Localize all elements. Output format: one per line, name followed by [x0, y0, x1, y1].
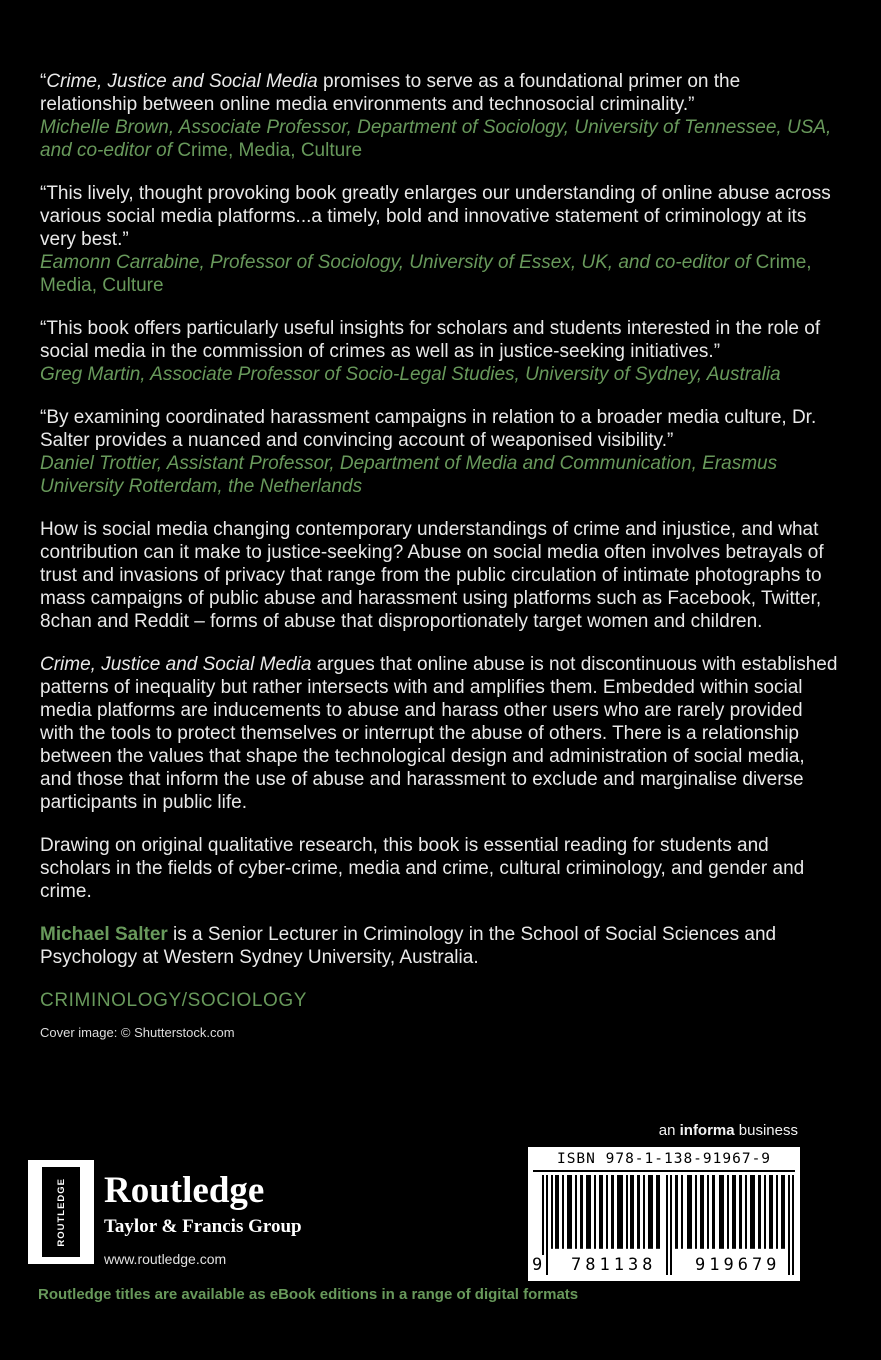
- quote-body-text: “This lively, thought provoking book greatly enlarges our understanding of online abuse across various social media platforms...a timely, bold and innovative statement of criminology at its very best.”: [40, 183, 831, 250]
- isbn-label: ISBN 978-1-138-91967-9: [533, 1147, 795, 1172]
- quote-open-mark: “: [40, 71, 47, 92]
- paragraph-text: argues that online abuse is not discontinuous with established patterns of inequality but rather intersects with and amplifies them. Embedded within social media platforms are inducements to abuse and harass other users who are rarely provided with the tools to protect themselves or interrupt the abuse of others. There is a relationship between the values that shape the technological design and administration of social media, and those that inform the use of abuse and harassment to exclude and marginalise diverse participants in public life.: [40, 654, 838, 813]
- routledge-vertical-text: ROUTLEDGE: [55, 1177, 67, 1247]
- quote-text: [40, 406, 841, 452]
- quote-attribution: [40, 363, 841, 386]
- quote-text: [40, 182, 841, 251]
- book-title-italic: Crime, Justice and Social Media: [40, 654, 312, 675]
- description-paragraph-2: [40, 653, 841, 814]
- endorsement-quote-1: [40, 70, 841, 162]
- quote-body-text: “By examining coordinated harassment campaigns in relation to a broader media culture, Dr. Salter provides a nuanced and convincing account of weaponised visibility.”: [40, 407, 817, 451]
- barcode-digits: [532, 1255, 794, 1275]
- publisher-block: [104, 1170, 302, 1267]
- taylor-francis-group-label: Taylor & Francis Group: [104, 1216, 302, 1237]
- informa-brand: informa: [679, 1122, 735, 1139]
- barcode-bars: [532, 1175, 794, 1275]
- attribution-text: Daniel Trottier, Assistant Professor, Department of Media and Communication, Erasmus University Rotterdam, the Netherlands: [40, 453, 778, 497]
- description-paragraph-1: How is social media changing contemporary understandings of crime and injustice, and what contribution can it make to justice-seeking? Abuse on social media often involves betrayals of trust and invasions of privacy that range from the public circulation of intimate photographs to mass campaigns of public abuse and harassment using platforms such as Facebook, Twitter, 8chan and Reddit – forms of abuse that disproportionately target women and children.: [40, 519, 824, 632]
- cover-text-column: [40, 70, 841, 1044]
- routledge-wordmark: Routledge: [104, 1170, 265, 1211]
- barcode-digit-group: 919679: [692, 1255, 783, 1275]
- attribution-text: Eamonn Carrabine, Professor of Sociology, University of Essex, UK, and co-editor of: [40, 252, 756, 273]
- endorsement-quote-3: [40, 317, 841, 386]
- author-bio: [40, 923, 841, 969]
- attribution-text: Greg Martin, Associate Professor of Socio-Legal Studies, University of Sydney, Australia: [40, 364, 781, 385]
- quote-attribution: [40, 116, 841, 162]
- attribution-text: Michelle Brown, Associate Professor, Department of Sociology, University of Tennessee, USA, and co-editor of: [40, 117, 832, 161]
- informa-suffix: business: [734, 1122, 798, 1139]
- attribution-journal-title: Crime, Media, Culture: [177, 140, 363, 161]
- publisher-url: www.routledge.com: [104, 1251, 227, 1267]
- attribution-journal-title: Crime, Media, Culture: [40, 252, 812, 296]
- author-name: Michael Salter: [40, 924, 168, 945]
- book-title-italic: Crime, Justice and Social Media: [46, 71, 318, 92]
- routledge-colophon: [28, 1160, 94, 1264]
- cover-image-credit: Cover image: © Shutterstock.com: [40, 1025, 235, 1040]
- endorsement-quote-4: [40, 406, 841, 498]
- author-bio-text: is a Senior Lecturer in Criminology in the School of Social Sciences and Psychology at Western Sydney University, Australia.: [40, 924, 777, 968]
- ebook-availability-note: Routledge titles are available as eBook editions in a range of digital formats: [38, 1286, 579, 1303]
- description-paragraph-3: Drawing on original qualitative research, this book is essential reading for students and scholars in the fields of cyber-crime, media and crime, cultural criminology, and gender and crime.: [40, 835, 805, 902]
- quote-body-text: promises to serve as a foundational primer on the relationship between online media environments and technosocial criminality.”: [40, 71, 741, 115]
- routledge-colophon-bar: [42, 1167, 80, 1257]
- subject-category-label: CRIMINOLOGY/SOCIOLOGY: [40, 990, 308, 1011]
- endorsement-quote-2: [40, 182, 841, 297]
- informa-prefix: an: [658, 1122, 680, 1139]
- quote-text: [40, 317, 841, 363]
- informa-business-label: [659, 1122, 798, 1139]
- quote-body-text: “This book offers particularly useful insights for scholars and students interested in the role of social media in the commission of crimes as well as in justice-seeking initiatives.”: [40, 318, 821, 362]
- quote-text: [40, 70, 841, 116]
- barcode-digit-group: 9: [529, 1255, 545, 1275]
- quote-attribution: [40, 251, 841, 297]
- quote-attribution: [40, 452, 841, 498]
- barcode-digit-group: 781138: [568, 1255, 659, 1275]
- isbn-barcode: [528, 1147, 800, 1281]
